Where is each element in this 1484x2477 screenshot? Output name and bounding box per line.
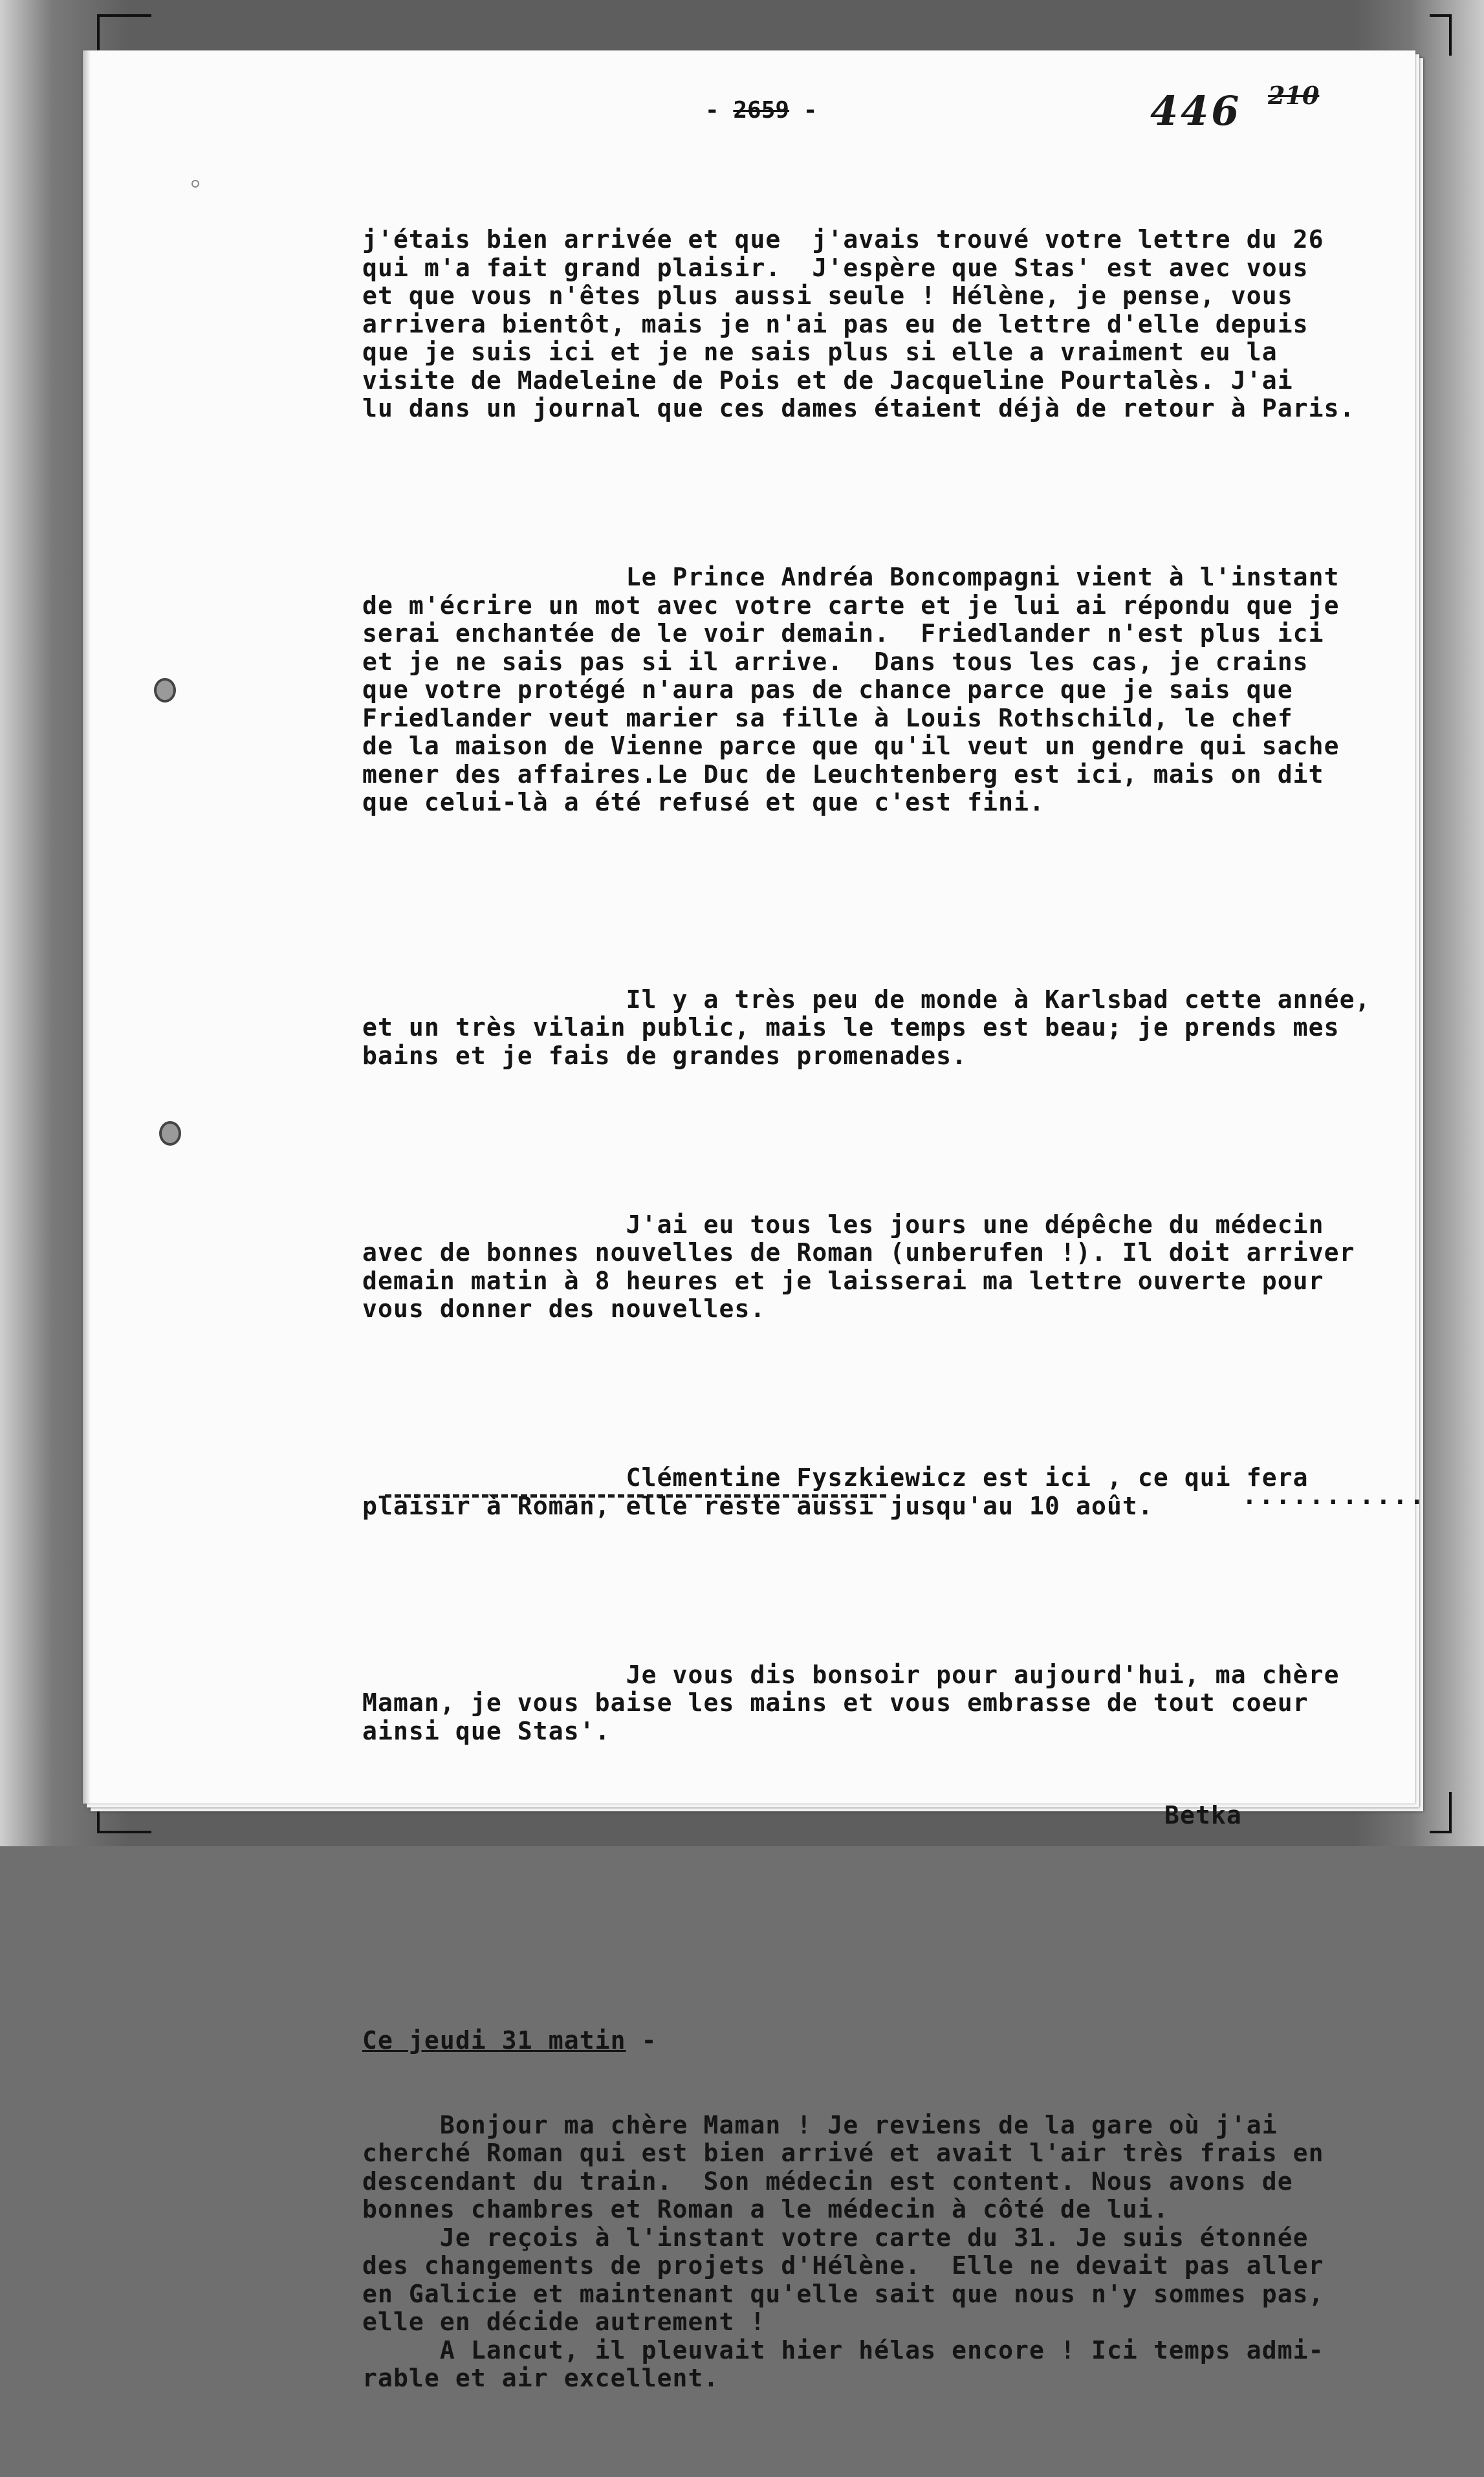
paragraph — [362, 226, 1410, 423]
text-line: elle en décide autrement ! — [362, 2308, 766, 2336]
text-line: bains et je fais de grandes promenades. — [362, 1041, 968, 1070]
text-line: Il y a très peu de monde à Karlsbad cette année, — [362, 985, 1371, 1014]
text-line: ainsi que Stas'. — [362, 1716, 611, 1745]
text-line: que je suis ici et je ne sais plus si elle a vraiment eu la — [362, 338, 1278, 366]
text-line: que votre protégé n'aura pas de chance parce que je sais que — [362, 675, 1293, 704]
text-line: arrivera bientôt, mais je n'ai pas eu de lettre d'elle depuis — [362, 309, 1309, 338]
text-line: j'étais bien arrivée et que j'avais trouvé votre lettre du 26 — [362, 225, 1324, 254]
postscript-heading-line — [362, 2027, 1410, 2055]
punch-hole-lower — [159, 1121, 181, 1146]
text-line: en Galicie et maintenant qu'elle sait que nous n'y sommes pas, — [362, 2279, 1324, 2308]
paragraph-gap — [362, 1380, 1410, 1408]
text-line: et je ne sais pas si il arrive. Dans tous les cas, je crains — [362, 647, 1309, 676]
postscript-heading-dash: - — [626, 2026, 657, 2055]
text-line: qui m'a fait grand plaisir. J'espère que Stas' est avec vous — [362, 253, 1309, 282]
continuation-dots: ........... — [1242, 1481, 1426, 1510]
text-line: que celui-là a été refusé et que c'est fini. — [362, 788, 1045, 816]
text-line: Bonjour ma chère Maman ! Je reviens de la gare où j'ai — [362, 2110, 1278, 2139]
text-line: descendant du train. Son médecin est content. Nous avons de — [362, 2166, 1293, 2196]
page-edge-shadow — [83, 50, 91, 1804]
text-line: de m'écrire un mot avec votre carte et je lui ai répondu que je — [362, 591, 1340, 620]
paragraph — [362, 986, 1410, 1071]
paper-speck — [191, 180, 199, 188]
text-line: vous donner des nouvelles. — [362, 1294, 766, 1323]
crop-mark-bottom-right — [1430, 1792, 1452, 1833]
text-line: Friedlander veut marier sa fille à Louis Rothschild, le chef — [362, 703, 1293, 732]
text-line: lu dans un journal que ces dames étaient déjà de retour à Paris. — [362, 394, 1355, 422]
paragraph-gap — [362, 901, 1410, 930]
paragraph — [362, 1211, 1410, 1324]
signature: Betka — [1164, 1801, 1242, 1829]
paragraph-gap — [362, 1577, 1410, 1605]
text-line: Je vous dis bonsoir pour aujourd'hui, ma chère — [362, 1660, 1340, 1689]
postscript — [362, 1970, 1410, 2449]
text-line: bonnes chambres et Roman a le médecin à côté de lui. — [362, 2195, 1169, 2223]
text-line: rable et air excellent. — [362, 2364, 719, 2392]
paragraph — [362, 563, 1410, 845]
text-line: et un très vilain public, mais le temps est beau; je prends mes — [362, 1013, 1340, 1042]
text-line: des changements de projets d'Hélène. Elle ne devait pas aller — [362, 2251, 1324, 2280]
paragraph-gap — [362, 1886, 1410, 1915]
text-line: et que vous n'êtes plus aussi seule ! Hélène, je pense, vous — [362, 281, 1293, 310]
text-line: mener des affaires.Le Duc de Leuchtenberg est ici, mais on dit — [362, 759, 1324, 789]
paragraph — [362, 1661, 1410, 1746]
text-line: A Lancut, il pleuvait hier hélas encore ! Ici temps admi- — [362, 2335, 1324, 2364]
text-line: Le Prince Andréa Boncompagni vient à l'instant — [362, 563, 1340, 591]
postscript-heading: Ce jeudi 31 matin — [362, 2026, 626, 2055]
text-line: avec de bonnes nouvelles de Roman (unberufen !). Il doit arriver — [362, 1238, 1355, 1267]
letter-body — [362, 169, 1410, 2477]
text-line: visite de Madeleine de Pois et de Jacqueline Pourtalès. J'ai — [362, 366, 1293, 395]
handwritten-struck-number: 210 — [1268, 81, 1320, 110]
crop-mark-top-left — [97, 14, 151, 56]
text-line: cherché Roman qui est bien arrivé et avait l'air très frais en — [362, 2139, 1324, 2167]
paragraph-gap — [362, 1126, 1410, 1155]
text-line: serai enchantée de le voir demain. Friedlander n'est plus ici — [362, 619, 1324, 648]
text-line — [362, 817, 1410, 846]
typed-page-number: - 2659 - — [705, 97, 818, 124]
text-line: J'ai eu tous les jours une dépêche du médecin — [362, 1210, 1324, 1239]
text-line: Je reçois à l'instant votre carte du 31. Je suis étonnée — [362, 2223, 1309, 2252]
text-line: Clémentine Fyszkiewicz est ici , ce qui fera — [362, 1463, 1309, 1492]
text-line: demain matin à 8 heures et je laisserai ma lettre ouverte pour — [362, 1266, 1324, 1295]
text-line: Maman, je vous baise les mains et vous embrasse de tout coeur — [362, 1688, 1309, 1717]
crop-mark-top-right — [1430, 14, 1452, 56]
text-line: de la maison de Vienne parce que qu'il veut un gendre qui sache — [362, 732, 1340, 760]
dashed-rule — [385, 1494, 886, 1498]
paragraph-gap — [362, 479, 1410, 508]
handwritten-folio-number: 446 — [1150, 87, 1242, 135]
text-line: plaisir à Roman, elle reste aussi jusqu'au 10 août. — [362, 1491, 1153, 1520]
punch-hole-upper — [154, 678, 176, 703]
